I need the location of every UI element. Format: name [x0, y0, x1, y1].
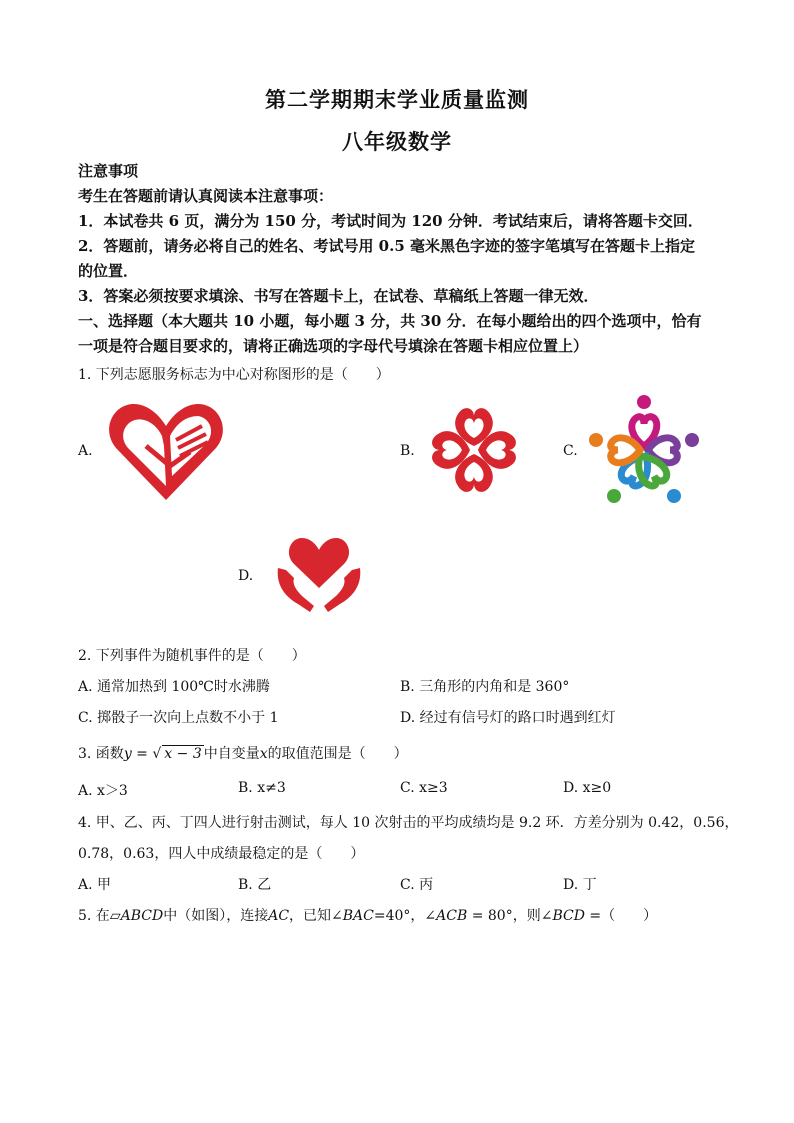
q1-option-d-label: D.	[238, 568, 254, 584]
q4-line-1: 4. 甲、乙、丙、丁四人进行射击测试，每人 10 次射击的平均成绩均是 9.2 环．方差分别为 0.42，0.56，	[78, 815, 739, 831]
logo-d-heart-in-hands-icon	[272, 534, 366, 614]
logo-a-heart-hand-icon	[106, 396, 226, 506]
q5-ac: AC	[268, 908, 290, 924]
q4-option-c: C. 丙	[400, 877, 434, 893]
q3-stem: 3. 函数y = √ x − 3 中自变量x的取值范围是（ ）	[78, 746, 408, 762]
q5-bac: ∠BAC	[331, 908, 374, 924]
notice-intro: 考生在答题前请认真阅读本注意事项：	[78, 187, 334, 205]
q4-option-a: A. 甲	[78, 877, 112, 893]
q5-p5: = 80°，则	[467, 908, 541, 924]
notice-item-3: 3．答案必须按要求填涂、书写在答题卡上，在试卷、草稿纸上答题一律无效．	[78, 287, 599, 305]
q2-option-b: B. 三角形的内角和是 360°	[400, 679, 570, 695]
q1-option-b-label: B.	[400, 443, 415, 459]
section-1-line-1: 一、选择题（本大题共 10 小题，每小题 3 分，共 30 分．在每小题给出的四个选项中，恰有	[78, 312, 702, 330]
q5-p3: ，已知	[289, 908, 332, 924]
logo-b-four-hearts-icon	[420, 396, 528, 504]
notice-item-2-line-2: 的位置．	[78, 262, 139, 280]
q3-y: y	[123, 746, 132, 762]
q3-option-c: C. x≥3	[400, 780, 448, 796]
notice-heading: 注意事项	[78, 162, 139, 180]
q3-var: x	[259, 746, 268, 762]
q1-stem: 1. 下列志愿服务标志为中心对称图形的是（ ）	[78, 367, 390, 383]
q5-stem	[78, 905, 657, 925]
q5-p4: =40°，	[373, 908, 425, 924]
exam-title: 第二学期期末学业质量监测	[265, 87, 529, 112]
q2-option-c: C. 掷骰子一次向上点数不小于 1	[78, 710, 279, 726]
q5-p1: 5. 在	[78, 908, 110, 924]
q3-option-a: A. x＞3	[78, 783, 128, 799]
section-1-line-2: 一项是符合题目要求的，请将正确选项的字母代号填涂在答题卡相应位置上）	[78, 337, 589, 355]
q4-option-b: B. 乙	[238, 877, 272, 893]
logo-c-five-people-hearts-icon	[586, 394, 702, 504]
q5-bcd: ∠BCD	[540, 908, 585, 924]
q4-line-2: 0.78，0.63，四人中成绩最稳定的是（ ）	[78, 846, 365, 862]
q5-p6: =（ ）	[584, 908, 658, 924]
q3-eq: =	[131, 746, 153, 762]
q5-acb: ∠ACB	[424, 908, 468, 924]
q2-stem: 2. 下列事件为随机事件的是（ ）	[78, 648, 306, 664]
q5-abcd: ABCD	[120, 908, 164, 924]
q4-option-d: D. 丁	[563, 877, 597, 893]
q5-p2: 中（如图），连接	[163, 908, 269, 924]
q3-option-d: D. x≥0	[563, 780, 612, 796]
q3-prefix: 3. 函数	[78, 746, 124, 762]
notice-item-2-line-1: 2．答题前，请务必将自己的姓名、考试号用 0.5 毫米黑色字迹的签字笔填写在答题卡上指定	[78, 237, 695, 255]
q5-parallelogram-symbol: ▱	[109, 908, 121, 924]
exam-subtitle: 八年级数学	[342, 129, 452, 154]
q1-option-a-label: A.	[78, 443, 93, 459]
q1-option-c-label: C.	[563, 443, 578, 459]
q3-suffix: 中自变量	[203, 746, 260, 762]
q2-option-d: D. 经过有信号灯的路口时遇到红灯	[400, 710, 616, 726]
q3-radicand: x − 3	[164, 746, 202, 762]
notice-item-1: 1．本试卷共 6 页，满分为 150 分，考试时间为 120 分钟．考试结束后，请将答题卡交回．	[78, 212, 703, 230]
q3-suffix2: 的取值范围是（ ）	[267, 746, 408, 762]
q3-option-b: B. x≠3	[238, 780, 286, 796]
q2-option-a: A. 通常加热到 100℃时水沸腾	[78, 679, 270, 695]
